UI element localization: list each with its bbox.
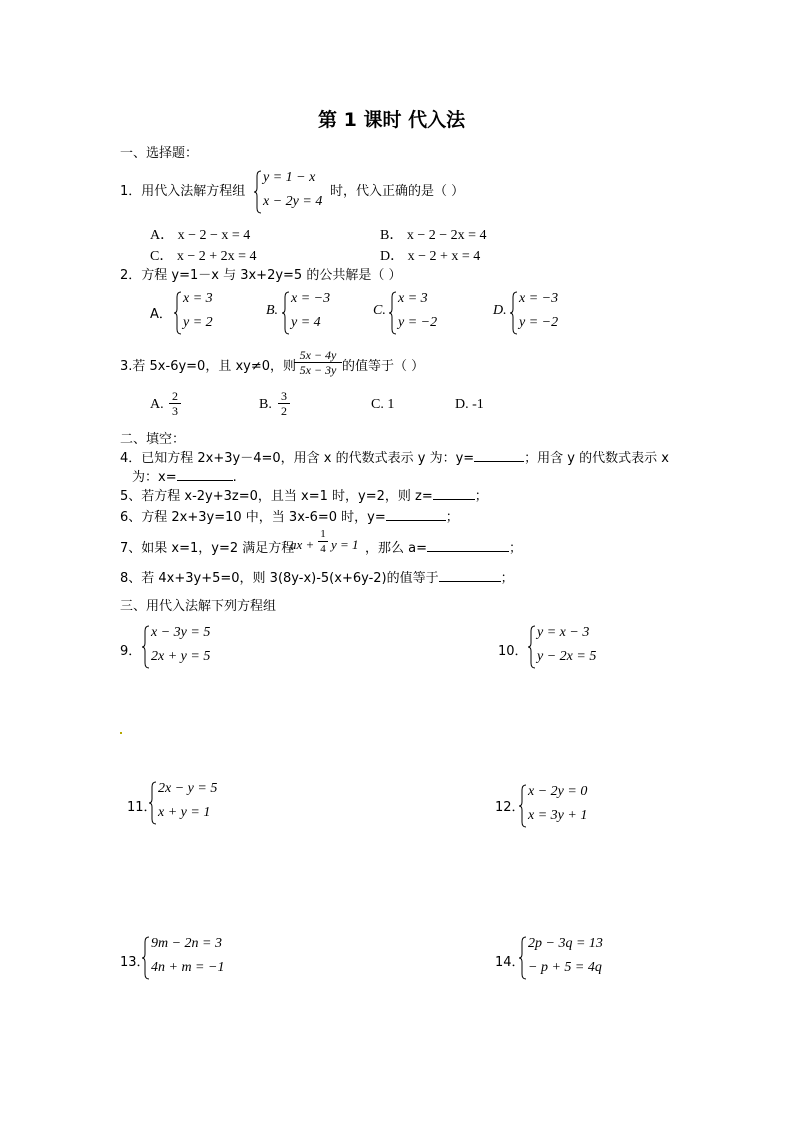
q4-line2: 为：x= . — [132, 470, 237, 485]
problem-13-system: 9m − 2n = 3 4n + m = −1 — [142, 936, 242, 980]
q7-expr-b: y = 1 — [331, 537, 359, 552]
q2-system-c: x = 3 y = −2 — [389, 291, 449, 335]
q2-label-d: D. — [493, 303, 507, 318]
brace-icon — [510, 291, 518, 335]
q3-option-d: D. -1 — [455, 397, 484, 412]
q1-suffix: 时，代入正确的是（ ） — [330, 184, 465, 199]
brace-icon — [254, 170, 262, 214]
q2-system-a: x = 3 y = 2 — [174, 291, 234, 335]
section-heading-fill: 二、填空： — [120, 432, 186, 447]
brace-icon — [149, 781, 157, 825]
q6: 6、方程 2x+3y=10 中，当 3x-6=0 时，y= ； — [120, 510, 459, 525]
q2-label-c: C. — [373, 303, 386, 318]
q3-prefix: 3.若 5x-6y=0，且 xy≠0，则 — [120, 359, 297, 374]
q7-expr-a: ax + — [290, 537, 315, 552]
q7-blank[interactable] — [427, 540, 509, 552]
q2-label-a: A． — [150, 307, 172, 322]
problem-10-system: y = x − 3 y − 2x = 5 — [528, 625, 618, 669]
brace-icon — [282, 291, 290, 335]
problem-9-label: 9． — [120, 644, 142, 659]
q2-label-b: B. — [266, 303, 279, 318]
q3-option-c: C. 1 — [371, 397, 395, 412]
section-heading-choice: 一、选择题： — [120, 146, 199, 161]
q2-system-b: x = −3 y = 4 — [282, 291, 342, 335]
q3-option-a-fraction: $\frac{2}{3}$ — [169, 389, 181, 418]
q8: 8、若 4x+3y+5=0，则 3(8y-x)-5(x+6y-2)的值等于 ； — [120, 571, 514, 586]
problem-14-label: 14． — [495, 955, 525, 970]
q1-option-d: D． x − 2 + x = 4 — [380, 249, 481, 264]
q5: 5、若方程 x-2y+3z=0，且当 x=1 时，y=2，则 z= ； — [120, 489, 488, 504]
q2-system-d: x = −3 y = −2 — [510, 291, 570, 335]
problem-11-label: 11． — [127, 800, 157, 815]
q4-line1: 4．已知方程 2x+3y－4=0，用含 x 的代数式表示 y 为：y= ；用含 y 的代数式表示 x — [120, 451, 669, 466]
problem-12-label: 12． — [495, 800, 525, 815]
q3-fraction: $\frac{5x - 4y}{5x - 3y}$ — [294, 348, 342, 377]
q3-suffix: 的值等于（ ） — [342, 359, 425, 374]
q6-blank[interactable] — [386, 509, 446, 521]
brace-icon — [174, 291, 182, 335]
q1-eq2: x − 2y = 4 — [263, 194, 323, 209]
q1-system — [254, 170, 334, 214]
q1-prefix: 1．用代入法解方程组 — [120, 184, 246, 199]
q5-blank[interactable] — [433, 488, 475, 500]
problem-12-system: x − 2y = 0 x = 3y + 1 — [519, 784, 609, 828]
stray-dot — [120, 732, 122, 734]
q1-option-b: B． x − 2 − 2x = 4 — [380, 228, 487, 243]
problem-14-system: 2p − 3q = 13 − p + 5 = 4q — [519, 936, 619, 980]
q1-option-c: C． x − 2 + 2x = 4 — [150, 249, 257, 264]
page-title: 第 1 课时 代入法 — [318, 109, 466, 131]
brace-icon — [519, 784, 527, 828]
q3-option-b-fraction: $\frac{3}{2}$ — [278, 389, 290, 418]
brace-icon — [519, 936, 527, 980]
q7-prefix: 7、如果 x=1，y=2 满足方程 — [120, 541, 295, 556]
problem-10-label: 10． — [498, 644, 528, 659]
q1-option-a: A． x − 2 − x = 4 — [150, 228, 251, 243]
q7-fraction: $\frac{1}{4}$ — [318, 527, 328, 556]
q1-eq1: y = 1 − x — [263, 170, 316, 185]
q4-blank-x[interactable] — [177, 469, 233, 481]
brace-icon — [389, 291, 397, 335]
problem-11-system: 2x − y = 5 x + y = 1 — [149, 781, 239, 825]
problem-9-system: x − 3y = 5 2x + y = 5 — [142, 625, 232, 669]
brace-icon — [528, 625, 536, 669]
brace-icon — [142, 936, 150, 980]
brace-icon — [142, 625, 150, 669]
q8-blank[interactable] — [439, 570, 501, 582]
q2-text: 2．方程 y=1－x 与 3x+2y=5 的公共解是（ ） — [120, 268, 402, 283]
q3-option-a-label: A. — [150, 397, 164, 412]
q3-option-b-label: B. — [259, 397, 272, 412]
problem-13-label: 13． — [120, 955, 150, 970]
q4-blank-y[interactable] — [474, 450, 524, 462]
q7-suffix: ，那么 a= ； — [365, 541, 523, 556]
section-heading-solve: 三、用代入法解下列方程组 — [120, 599, 277, 614]
